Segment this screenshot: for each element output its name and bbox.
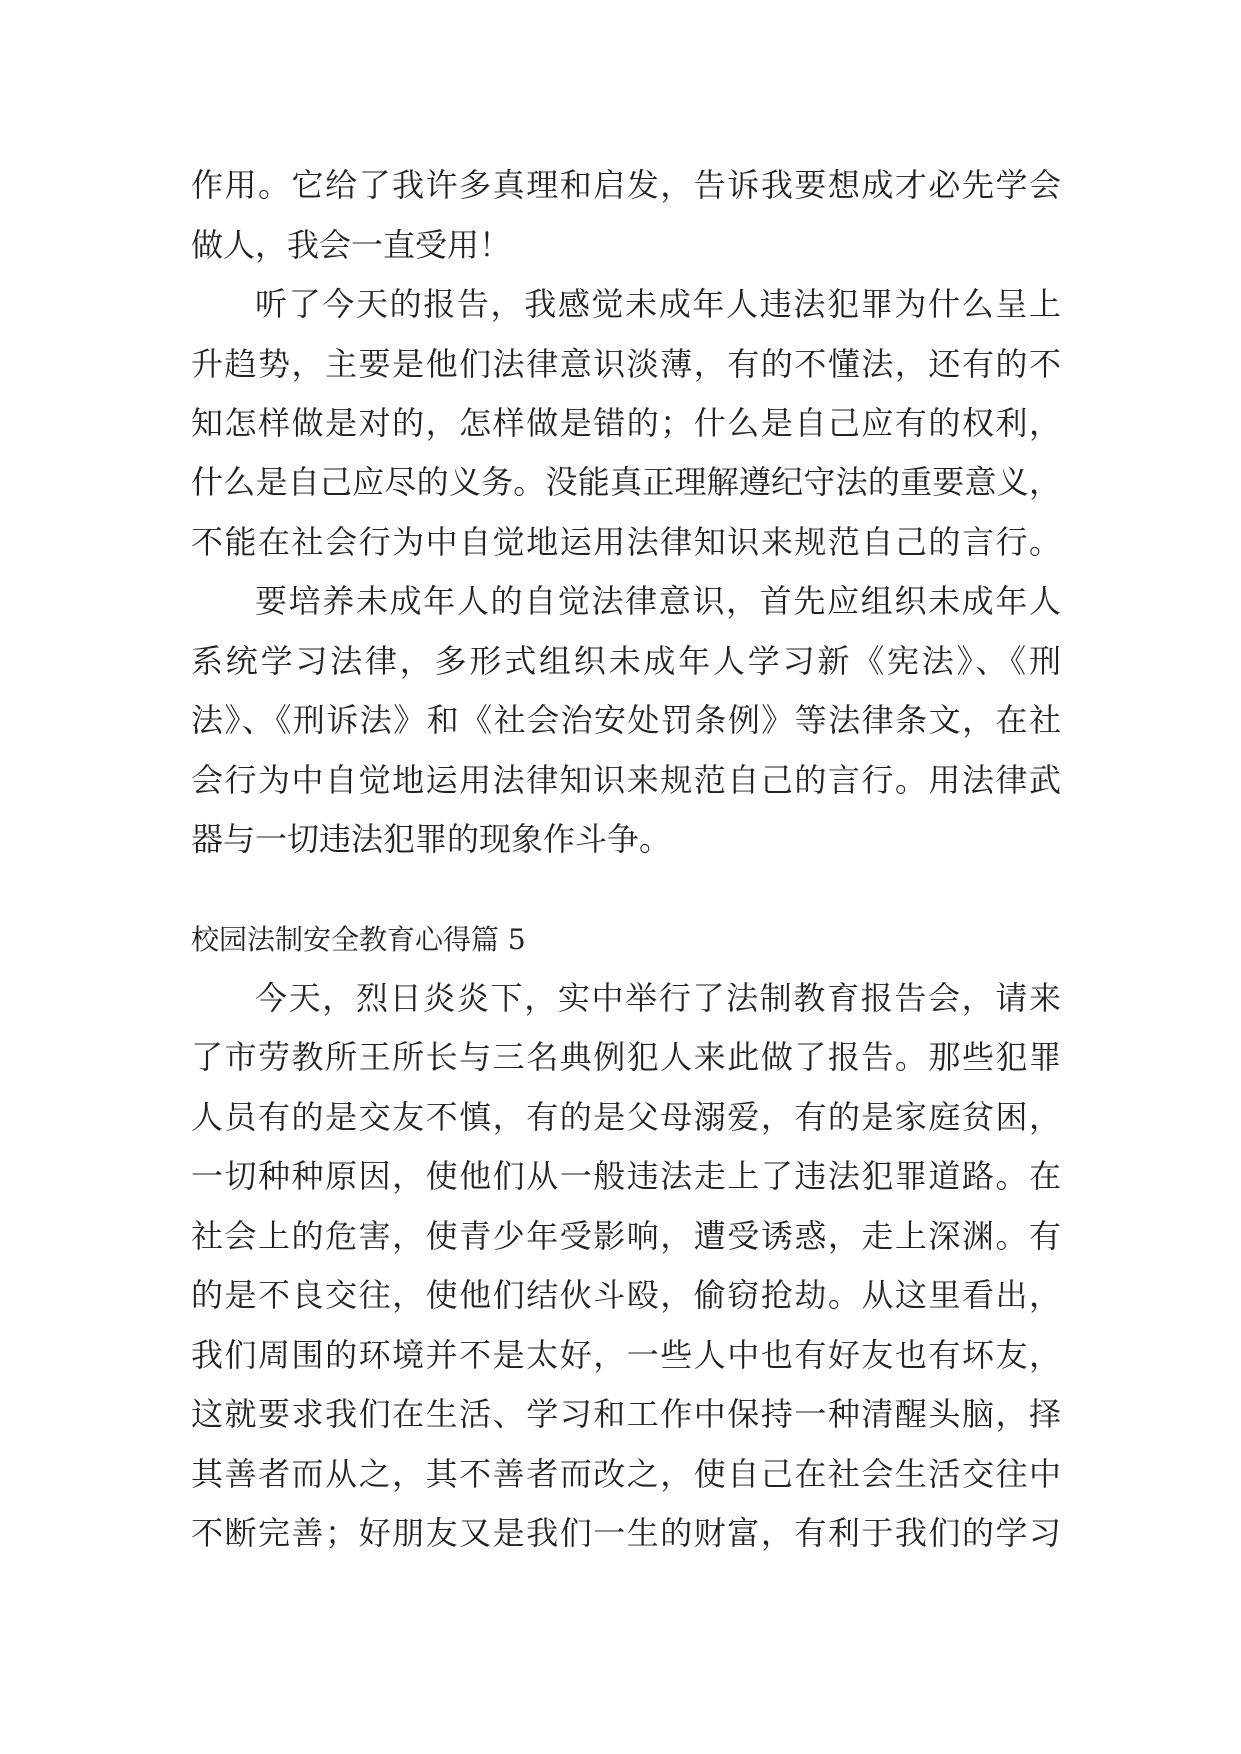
text-line: 的是不良交往，使他们结伙斗殴，偷窃抢劫。从这里看出， <box>191 1276 1061 1314</box>
text-line: 法》、《刑诉法》和《社会治安处罚条例》等法律条文，在社 <box>191 701 1061 739</box>
text-line: 了市劳教所王所长与三名典例犯人来此做了报告。那些犯罪 <box>191 1038 1061 1076</box>
text-line: 作用。它给了我许多真理和启发，告诉我要想成才必先学会 <box>191 166 1061 204</box>
text-line: 系统学习法律，多形式组织未成年人学习新《宪法》、《刑 <box>191 642 1061 680</box>
section-title: 校园法制安全教育心得篇 5 <box>191 923 526 956</box>
text-line: 社会上的危害，使青少年受影响，遭受诱惑，走上深渊。有 <box>191 1217 1061 1255</box>
text-line: 知怎样做是对的，怎样做是错的；什么是自己应有的权利， <box>191 404 1061 442</box>
text-line: 今天，烈日炎炎下，实中举行了法制教育报告会，请来 <box>255 979 1061 1017</box>
text-line: 会行为中自觉地运用法律知识来规范自己的言行。用法律武 <box>191 761 1061 799</box>
text-line: 升趋势，主要是他们法律意识淡薄，有的不懂法，还有的不 <box>191 345 1061 383</box>
text-line: 器与一切违法犯罪的现象作斗争。 <box>191 820 672 858</box>
text-line: 做人，我会一直受用！ <box>191 226 512 264</box>
text-line: 不能在社会行为中自觉地运用法律知识来规范自己的言行。 <box>191 523 1061 561</box>
text-line: 我们周围的环境并不是太好，一些人中也有好友也有坏友， <box>191 1336 1061 1374</box>
text-line: 听了今天的报告，我感觉未成年人违法犯罪为什么呈上 <box>255 285 1061 323</box>
text-line: 一切种种原因，使他们从一般违法走上了违法犯罪道路。在 <box>191 1157 1061 1195</box>
text-line: 不断完善；好朋友又是我们一生的财富，有利于我们的学习 <box>191 1514 1061 1552</box>
text-line: 要培养未成年人的自觉法律意识，首先应组织未成年人 <box>255 582 1061 620</box>
text-line: 这就要求我们在生活、学习和工作中保持一种清醒头脑，择 <box>191 1395 1061 1433</box>
text-line: 什么是自己应尽的义务。没能真正理解遵纪守法的重要意义， <box>191 463 1061 501</box>
text-line: 其善者而从之，其不善者而改之，使自己在社会生活交往中 <box>191 1455 1061 1493</box>
text-line: 人员有的是交友不慎，有的是父母溺爱，有的是家庭贫困， <box>191 1098 1061 1136</box>
